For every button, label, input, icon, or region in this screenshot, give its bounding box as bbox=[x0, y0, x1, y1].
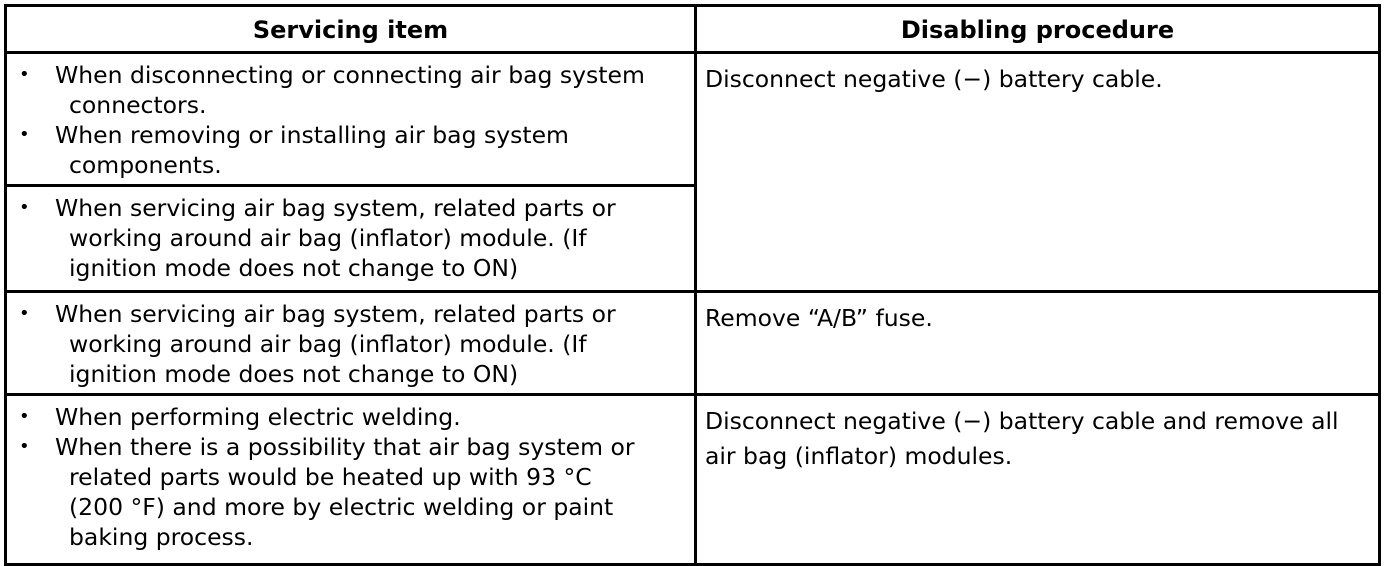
bullet-icon: • bbox=[19, 64, 30, 85]
servicing-item-cell bbox=[6, 395, 696, 565]
header-disabling-procedure: Disabling procedure bbox=[696, 6, 1380, 53]
servicing-item-cell bbox=[6, 53, 696, 186]
header-row bbox=[6, 6, 1380, 53]
bullet-icon: • bbox=[19, 406, 30, 427]
bullet-icon: • bbox=[19, 197, 30, 218]
list-item: • When servicing air bag system, related parts or working around air bag (inflator) module. (If ignition mode does not change to ON) bbox=[19, 194, 616, 282]
list-item: • When servicing air bag system, related parts or working around air bag (inflator) module. (If ignition mode does not change to ON) bbox=[19, 300, 616, 388]
disabling-procedure-table bbox=[4, 4, 1381, 566]
bullet-icon: • bbox=[19, 124, 30, 145]
list-item: • When there is a possibility that air bag system or related parts would be heated up with 93 °C (200 °F) and more by electric welding or paint baking process. bbox=[19, 433, 635, 551]
servicing-item-cell bbox=[6, 292, 696, 395]
procedure-cell: Disconnect negative (−) battery cable and remove all air bag (inflator) modules. bbox=[696, 395, 1380, 565]
table-row bbox=[6, 53, 1380, 186]
procedure-cell: Disconnect negative (−) battery cable. bbox=[696, 53, 1380, 292]
list-item: • When performing electric welding. bbox=[19, 403, 461, 431]
list-item: • When removing or installing air bag system components. bbox=[19, 121, 569, 179]
header-servicing-item: Servicing item bbox=[6, 6, 696, 53]
bullet-icon: • bbox=[19, 436, 30, 457]
servicing-item-cell bbox=[6, 186, 696, 292]
bullet-icon: • bbox=[19, 303, 30, 324]
procedure-cell: Remove “A/B” fuse. bbox=[696, 292, 1380, 395]
table-row bbox=[6, 292, 1380, 395]
table-row bbox=[6, 395, 1380, 565]
list-item: • When disconnecting or connecting air bag system connectors. bbox=[19, 61, 645, 119]
